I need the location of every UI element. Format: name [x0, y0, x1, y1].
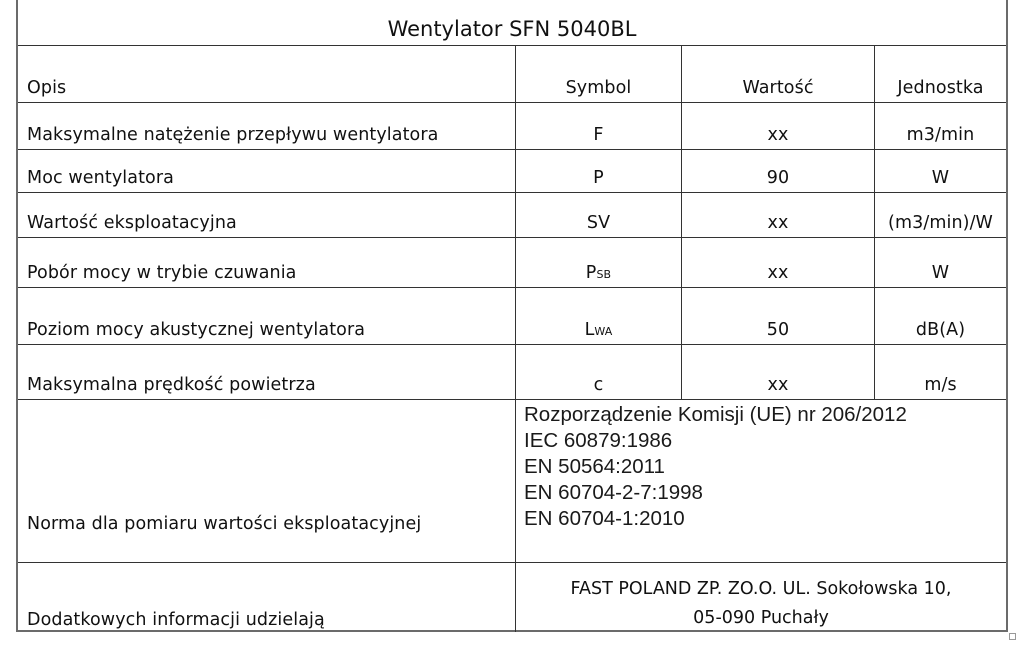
title-row — [18, 0, 1006, 46]
row-description: Maksymalne natężenie przepływu wentylatora — [27, 125, 439, 145]
row-value: xx — [767, 375, 789, 395]
header-value-cell — [681, 46, 874, 102]
row-symbol: PSB — [585, 263, 612, 283]
contact-address — [516, 575, 1006, 633]
table-row — [18, 238, 1006, 288]
norm-item: EN 50564:2011 — [524, 455, 665, 478]
row-unit: m3/min — [906, 125, 975, 145]
row-description: Wartość eksploatacyjna — [27, 213, 237, 233]
table-title: Wentylator SFN 5040BL — [387, 17, 637, 41]
row-unit: W — [931, 168, 950, 188]
header-description: Opis — [27, 78, 67, 98]
row-value: 50 — [766, 320, 790, 340]
table-row — [18, 345, 1006, 400]
header-description-cell — [18, 46, 515, 102]
row-symbol: LWA — [584, 320, 613, 340]
header-unit-cell — [874, 46, 1006, 102]
norm-item: IEC 60879:1986 — [524, 429, 673, 452]
table-row — [18, 150, 1006, 193]
contact-cell — [515, 563, 1006, 632]
row-value: xx — [767, 213, 789, 233]
row-value: xx — [767, 263, 789, 283]
header-value: Wartość — [742, 78, 814, 98]
row-value: 90 — [766, 168, 790, 188]
norm-item: EN 60704-2-7:1998 — [524, 481, 703, 504]
row-symbol: c — [593, 375, 604, 395]
norms-label: Norma dla pomiaru wartości eksploatacyjnej — [27, 514, 422, 534]
row-value: xx — [767, 125, 789, 145]
row-unit: m/s — [924, 375, 957, 395]
header-symbol-cell — [515, 46, 681, 102]
norms-list — [524, 402, 907, 532]
row-description: Pobór mocy w trybie czuwania — [27, 263, 297, 283]
norms-row — [18, 400, 1006, 563]
table-row — [18, 193, 1006, 238]
row-symbol: F — [593, 125, 604, 145]
spec-table — [16, 0, 1008, 632]
header-row — [18, 46, 1006, 103]
table-row — [18, 103, 1006, 150]
row-unit: W — [931, 263, 950, 283]
row-description: Maksymalna prędkość powietrza — [27, 375, 316, 395]
contact-line-1: FAST POLAND ZP. ZO.O. UL. Sokołowska 10, — [570, 579, 952, 599]
table-resize-handle[interactable] — [1009, 633, 1016, 640]
norms-list-cell — [515, 400, 1006, 562]
contact-label: Dodatkowych informacji udzielają — [27, 610, 325, 630]
row-unit: (m3/min)/W — [888, 213, 993, 233]
header-symbol: Symbol — [565, 78, 632, 98]
norm-item: Rozporządzenie Komisji (UE) nr 206/2012 — [524, 403, 907, 426]
header-unit: Jednostka — [897, 78, 984, 98]
row-description: Poziom mocy akustycznej wentylatora — [27, 320, 366, 340]
row-unit: dB(A) — [915, 320, 966, 340]
contact-line-2: 05-090 Puchały — [693, 608, 829, 628]
row-description: Moc wentylatora — [27, 168, 174, 188]
row-symbol: P — [593, 168, 604, 188]
table-row — [18, 288, 1006, 345]
norm-item: EN 60704-1:2010 — [524, 507, 685, 530]
contact-row — [18, 563, 1006, 632]
row-symbol: SV — [586, 213, 611, 233]
